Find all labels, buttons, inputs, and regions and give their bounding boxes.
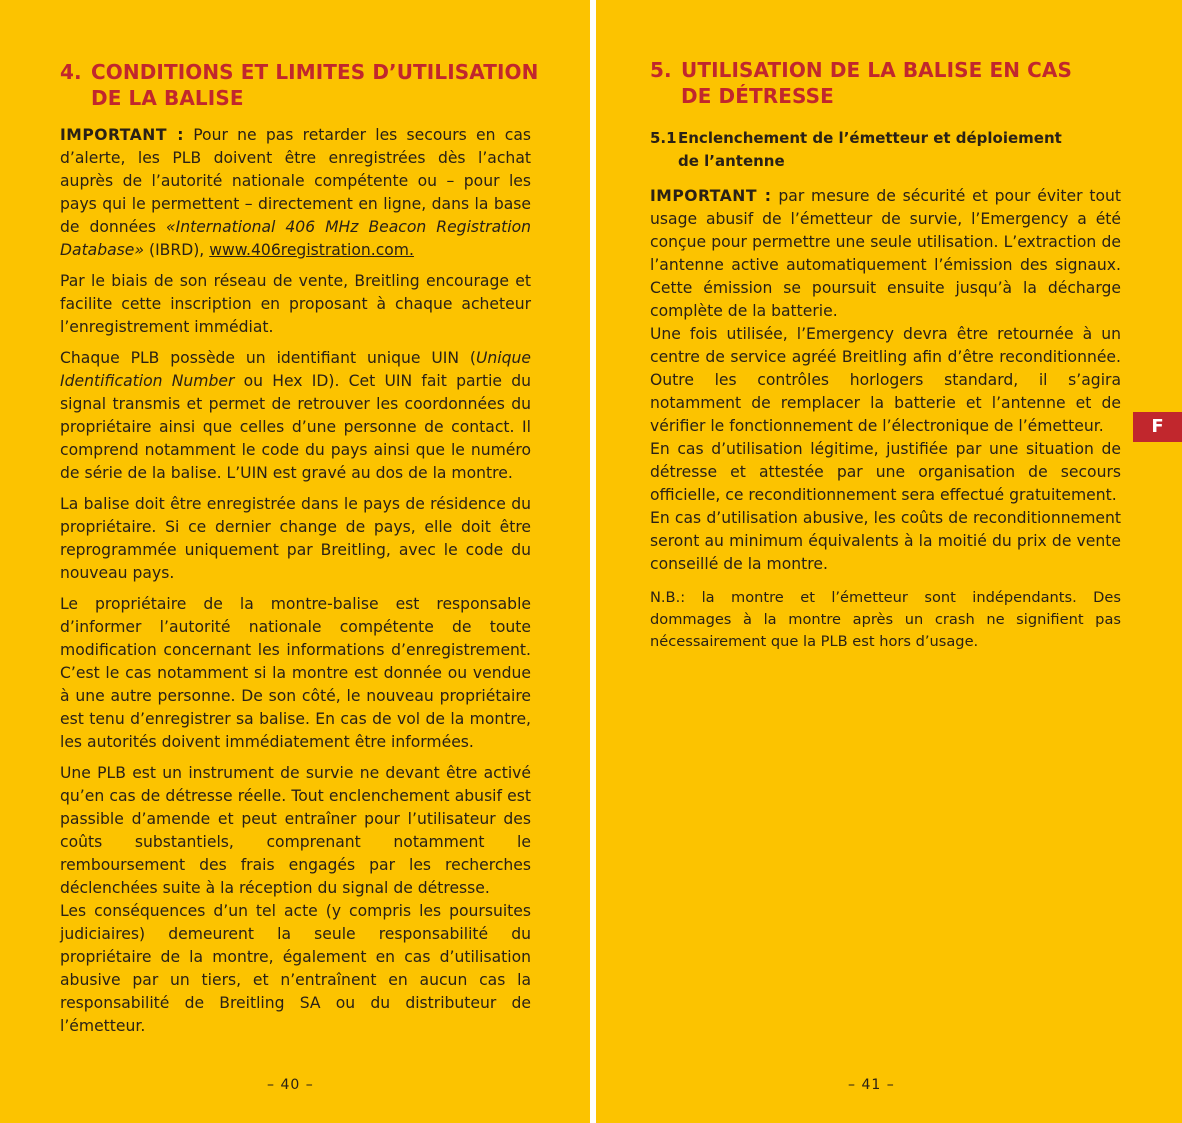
paragraph-4: La balise doit être enregistrée dans le pays de résidence du propriétaire. Si ce dernier change de pays, elle doit être reprogrammée uniquement par Breitling, avec le code du nouveau pays. (60, 495, 531, 582)
important-paragraph (60, 124, 531, 262)
paragraph-5: Le propriétaire de la montre-balise est responsable d’informer l’autorité nationale compétente de toute modification concernant les informations d’enregistrement. C’est le cas notamment si la montre est donnée ou vendue à une autre personne. De son côté, le nouveau propriétaire est tenu d’enregistrer sa balise. En cas de vol de la montre, les autorités doivent immédiatement être informées. (60, 595, 531, 751)
section-number: 4. (60, 60, 82, 84)
subsection-number: 5.1 (650, 129, 677, 147)
heading-line-1: UTILISATION DE LA BALISE EN CAS (681, 58, 1073, 82)
paragraph-4: En cas d’utilisation abusive, les coûts de reconditionnement seront au minimum équivalents à la moitié du prix de vente conseillé de la montre. (650, 509, 1121, 573)
registration-link[interactable]: www.406registration.com. (209, 241, 414, 259)
section-4-body (60, 124, 531, 1038)
nb-note: N.B.: la montre et l’émetteur sont indépendants. Des dommages à la montre après un crash ne signifient pas nécessairement que la PLB est hors d’usage. (650, 589, 1121, 650)
important-text: par mesure de sécurité et pour éviter tout usage abusif de l’émetteur de survie, l’Emergency a été conçue pour permettre une seule utilisation. L’extraction de l’antenne active automatiquement l’émission des signaux. Cette émission se poursuit ensuite jusqu’à la décharge complète de la batterie. (650, 187, 1121, 320)
heading-line-2: DE DÉTRESSE (681, 84, 834, 108)
page-number-right: – 41 – (848, 1077, 895, 1093)
ibrd-text: (IBRD), (144, 241, 210, 259)
paragraph-3 (60, 347, 531, 485)
right-page (596, 0, 1182, 1123)
uin-italic: Unique Identification Number (60, 349, 531, 390)
important-label: IMPORTANT : (60, 126, 184, 144)
paragraph-2: Une fois utilisée, l’Emergency devra être retournée à un centre de service agréé Breitling afin d’être reconditionnée. Outre les contrôles horlogers standard, il s’agira notamment de remplacer la batterie et l’antenne et de vérifier le fonctionnement de l’électronique de l’émetteur. (650, 325, 1121, 435)
uin-text-before: Chaque PLB possède un identifiant unique UIN ( (60, 349, 476, 367)
important-paragraph (650, 185, 1121, 323)
page-number-left: – 40 – (267, 1077, 314, 1093)
heading-line-2: DE LA BALISE (91, 86, 244, 110)
heading-line-1: CONDITIONS ET LIMITES D’UTILISATION (91, 60, 539, 84)
important-label: IMPORTANT : (650, 187, 772, 205)
section-4-heading (60, 59, 538, 111)
subsection-line-1: Enclenchement de l’émetteur et déploiement (678, 129, 1062, 147)
paragraph-6: Une PLB est un instrument de survie ne devant être activé qu’en cas de détresse réelle. Tout enclenchement abusif est passible d’amende et peut entraîner pour l’utilisateur des coûts substantiels, comprenant notamment le remboursement des frais engagés par les recherches déclenchées suite à la réception du signal de détresse. (60, 764, 531, 897)
left-page (0, 0, 590, 1123)
paragraph-3: En cas d’utilisation légitime, justifiée par une situation de détresse et attestée par une organisation de secours officielle, ce reconditionnement sera effectué gratuitement. (650, 440, 1121, 504)
section-5-heading (650, 57, 1072, 109)
subsection-5-1-heading (650, 127, 1062, 173)
important-text: Pour ne pas retarder les secours en cas d’alerte, les PLB doivent être enregistrées dès l’achat auprès de l’autorité nationale compétente ou – pour les pays qui le permettent – directement en ligne, dans la base de données (60, 126, 531, 236)
section-5-body (650, 185, 1121, 576)
section-number: 5. (650, 58, 672, 82)
subsection-line-2: de l’antenne (678, 152, 785, 170)
uin-text-after: ou Hex ID). Cet UIN fait partie du signal transmis et permet de retrouver les coordonnées du propriétaire ainsi que celles d’une personne de contact. Il comprend notamment le code du pays ainsi que le numéro de série de la balise. L’UIN est gravé au dos de la montre. (60, 372, 532, 482)
language-tab-f[interactable]: F (1133, 412, 1182, 442)
database-name: «International 406 MHz Beacon Registration Database» (60, 218, 531, 259)
paragraph-2: Par le biais de son réseau de vente, Breitling encourage et facilite cette inscription en proposant à chaque acheteur l’enregistrement immédiat. (60, 272, 531, 336)
paragraph-7: Les conséquences d’un tel acte (y compris les poursuites judiciaires) demeurent la seule responsabilité du propriétaire de la montre, également en cas d’utilisation abusive par un tiers, et n’entraînent en aucun cas la responsabilité de Breitling SA ou du distributeur de l’émetteur. (60, 902, 531, 1035)
